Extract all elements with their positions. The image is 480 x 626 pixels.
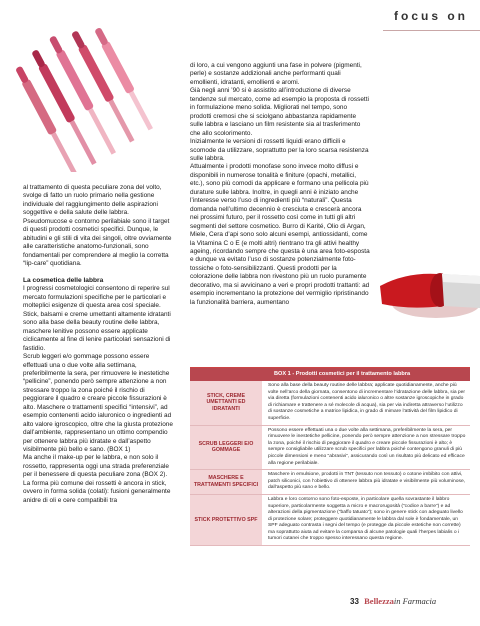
paragraph: Inizialmente le versioni di rossetti liquidi erano difficili e scomode da utilizzare, soprattutto per la loro scarsa resistenza sulle labbra. (190, 138, 369, 162)
paragraph: Ma anche il make-up per le labbra, e non solo il rossetto, rappresenta oggi una strada preferenziale per il benessere di questa peculiare zona (BOX 2). La forma più comune dei rossetti è ancora in stick, ovvero in forma solida (colati): fusioni generalmente anidre di oli e cere compatibili tra (23, 454, 171, 504)
box-title: BOX 1 - Prodotti cosmetici per il trattamento labbra (190, 368, 470, 381)
paragraph: al trattamento di questa peculiare zona del volto, svolge di fatto un ruolo primario nella gestione individuale del raggiungimento delle aspirazioni soggettive e della salute delle labbra. Pseudomucose e contorno perilabiale sono il target di questi prodotti cosmetici specifici. Dunque, le abitudini e gli stili di vita dei singoli, oltre ovviamente alle caratteristiche anatomo-funzionali, sono fondamentali per comprendere al meglio la corretta “lip-care” quotidiana. (23, 184, 172, 268)
magazine-logo: Bellezza (364, 596, 394, 606)
section-title: focus on (394, 9, 468, 23)
paragraph: di loro, a cui vengono aggiunti una fase in polvere (pigmenti, perle) e sostanze addizionali anche performanti quali emollienti, idratanti, emollienti e aromi. (190, 62, 362, 86)
paragraph: Stick, balsami e creme umettanti altamente idratanti sono alla base della beauty routine delle labbra, maschere lenitive possono essere applicate ciclicamente al fine di lenire particolari sensazioni di fastidio. (23, 310, 171, 352)
row-label: STICK, CREME UMETTANTI ED IDRATANTI (190, 381, 262, 425)
red-lipstick-image (376, 266, 480, 324)
paragraph: Già negli anni ’90 si è assistito all’introduzione di diverse tendenze sul mercato, come ad esempio la proposta di rossetti in formulazione meno solida. Migliorati nel tempo, sono prodotti cremosi che si sciolgano abbastanza rapidamente sulle labbra e lasciano un film resistente sia al trasferimento che allo scolorimento. (190, 87, 369, 137)
section-heading: La cosmetica delle labbra (23, 276, 104, 284)
row-label: SCRUB LEGGERI E/O GOMMAGE (190, 426, 262, 470)
row-text: Possono essere effettuati una o due volte alla settimana, preferibilmente la sera, per rimuovere le inestetiche pellicine, ponendo però sempre attenzione a non stressare troppo la zona, poiché il rischio di peggiorare il quadro e creare piccole fissurazioni è alto; è sempre consigliabile utilizzare scrub specifici per labbra poiché contengono granuli di più piccole dimensioni e meno “abrasivi”, assicurando così un risultato più delicato ed efficace alla regione perilabiale. (268, 427, 466, 466)
paragraph: I progressi cosmetologici consentono di reperire sul mercato formulazioni specifiche per le particolari e molteplici esigenze di questa area così speciale. (23, 285, 170, 310)
box-1-table (190, 367, 470, 546)
table-row (190, 426, 470, 471)
page-footer (350, 596, 436, 606)
lip-gloss-wands-image (16, 20, 172, 172)
row-label: MASCHERE E TRATTAMENTI SPECIFICI (190, 470, 262, 494)
header-rule (383, 30, 480, 31)
row-label: STICK PROTETTIVO SPF (190, 495, 262, 545)
paragraph: Scrub leggeri e/o gommage possono essere effettuati una o due volte alla settimana, preferibilmente la sera, per rimuovere le inestetiche “pellicine”, ponendo però sempre attenzione a non stressare troppo la zona poiché il rischio di peggiorare il quadro e creare piccole fissurazioni è alto. Maschere o trattamenti specifici “intensivi”, ad esempio contenenti acido ialuronico o ingredienti ad alto valore igroscopico, oltre che la giusta protezione dall’ambiente, rappresentano un ottimo compendio per ottenere labbra più idratate e dall’aspetto visibilmente più bello e sano. (BOX 1) (23, 353, 173, 454)
magazine-logo-suffix: in Farmacia (393, 596, 437, 606)
row-text: Maschere in emulsione, prodotti in TNT (tessuto non tessuto) o cotone imbibito con attivi, patch siliconici, con l’obiettivo di ottenere labbra più idratate e visibilmente più voluminose, dall’aspetto più sano e bello. (268, 472, 466, 491)
left-text-column (23, 184, 173, 505)
right-text-column (190, 62, 370, 307)
table-row (190, 470, 470, 495)
page-number: 33 (350, 597, 359, 606)
row-text: Sono alla base della beauty routine delle labbra; applicate quotidianamente, anche più volte nell’arco della giornata, consentono di incrementare l’idratazione delle labbra, sia per via diretta (formulazioni contenenti acido ialuronico o altre sostanze igroscopiche in grado di richiamare e trattenere a sé molecole di acqua), sia per via indiretta attraverso l’utilizzo di sostanze cosmetiche a matrice lipidica, in grado di mimare l’attività del film lipidico di superficie. (268, 383, 466, 421)
paragraph: Attualmente i prodotti monofase sono invece molto diffusi e disponibili in numerose tonalità e finiture (opachi, metallici, etc.), sono più comodi da applicare e formano una pellicola più durature sulle labbra. Inoltre, in quegli anni è iniziato anche l’interesse verso l’uso di ingredienti più “naturali”. Questa domanda nell’ultimo decennio è cresciuta e crescerà ancora nei prossimi futuro, per il rossetto così come in tutti gli altri segmenti del settore cosmetico. Burro di Karité, Olio di Argan, Miele, Cera d’api sono solo alcuni esempi, antiossidanti, come la Vitamina C o E (e molti altri) rientrano tra gli attivi healthy ageing, ricordando sempre che questa è una area foto-esposta e dunque va evitato l’uso di sostanze potenzialmente foto-tossiche o foto-sensibilizzanti. Questi prodotti per la colorazione delle labbra non rivestono più un ruolo puramente decorativo, ma si avvicinano a veri e propri prodotti trattanti: ad esempio incrementano la protezione del vermiglio ripristinando la funzionalità barriera, aumentano (190, 163, 370, 306)
row-text: Labbra e loro contorno sono foto-esposte, in particolare quella sovrastante il labbro superiore, particolarmente soggetta a micro e macrorugosità (“codice a barre”) e ad alterazioni della pigmentazione (“baffo tatuato”); sono in genere stick con adeguato livello di protezione solare; proteggere quotidianamente le labbra dal sole è fondamentale, un SPF adeguato contrasta i segni del tempo (e protegge da piccole estetiche non corrette) ma soprattutto aiuta ad evitare la comparsa di alcune patologie quali l’herpes labialis o i tumori cutanei che troppo spesso interessano questa regione. (268, 496, 463, 542)
table-row (190, 495, 470, 546)
table-row (190, 381, 470, 426)
